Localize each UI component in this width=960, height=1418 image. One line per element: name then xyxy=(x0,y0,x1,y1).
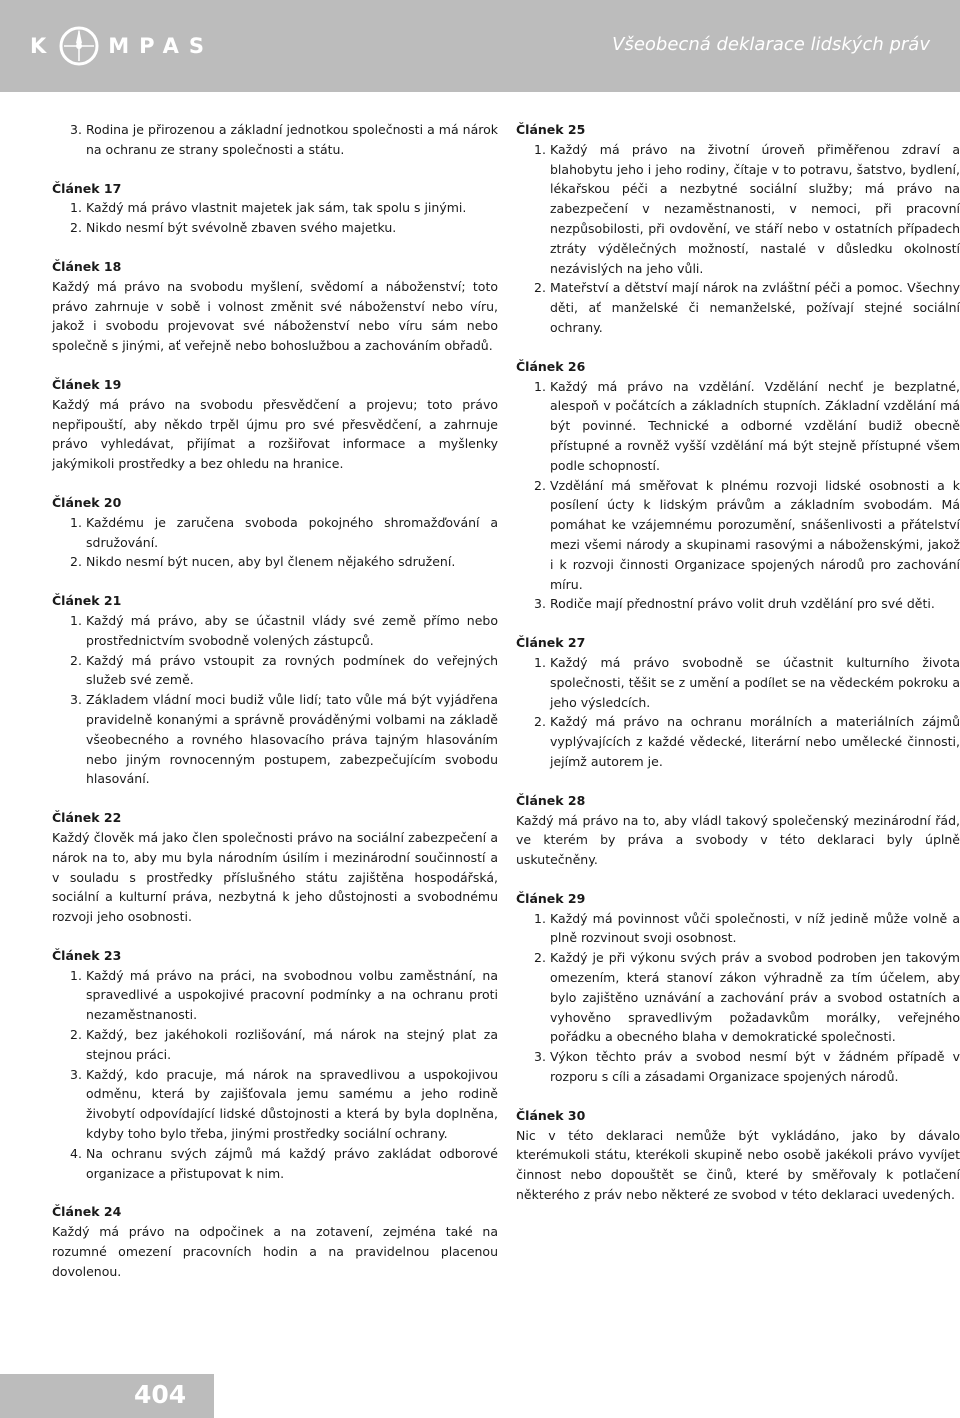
article-section xyxy=(52,375,498,474)
list-item-number: 3. xyxy=(70,692,82,708)
list-item xyxy=(516,1047,960,1087)
list-item-text: Každý má právo na vzdělání. Vzdělání nechť je bezplatné, alespoň v počátcích a základních stupních. Základní vzdělání má být povinné. Technické a odborné vzdělání budiž obecně přístupné a rovněž vyšší vzdělání má být stejně přístupné všem podle schopností. xyxy=(550,378,960,473)
article-heading: Článek 22 xyxy=(52,810,122,826)
right-column xyxy=(516,120,960,1224)
article-section xyxy=(516,120,960,338)
list-item-text: Každý má právo na práci, na svobodnou volbu zaměstnání, na spravedlivé a uspokojivé pracovní podmínky a na ochranu proti nezaměstnanosti. xyxy=(86,967,498,1023)
article-list xyxy=(516,653,960,772)
article-section xyxy=(516,357,960,614)
list-item-number: 2. xyxy=(70,1027,82,1043)
list-item-number: 1. xyxy=(70,200,82,216)
list-item-number: 1. xyxy=(534,654,546,670)
article-list xyxy=(52,966,498,1184)
logo-letter-k: K xyxy=(30,34,57,58)
list-item-number: 1. xyxy=(534,141,546,157)
list-item-text: Každý má právo, aby se účastnil vlády své země přímo nebo prostřednictvím svobodně volených zástupců. xyxy=(86,612,498,648)
list-item xyxy=(52,1144,498,1184)
article-heading: Článek 19 xyxy=(52,376,122,392)
list-item xyxy=(52,1065,498,1144)
list-item xyxy=(516,712,960,771)
article-section xyxy=(516,1106,960,1205)
article-section xyxy=(516,791,960,870)
list-item xyxy=(516,653,960,712)
list-item xyxy=(52,552,498,572)
logo-letters-mpas: MPAS xyxy=(108,34,215,58)
list-item-number: 2. xyxy=(534,950,546,966)
list-item xyxy=(52,218,498,238)
list-item xyxy=(516,278,960,337)
list-item-number: 2. xyxy=(70,220,82,236)
page-header xyxy=(0,0,960,92)
kompas-logo xyxy=(30,26,214,66)
article-paragraph: Každý má právo na to, aby vládl takový společenský mezinárodní řád, ve kterém by práva a svobody v této deklaraci byly úplně uskutečněny. xyxy=(516,812,960,868)
article-section xyxy=(52,120,498,160)
article-paragraph: Každý má právo na svobodu myšlení, svědomí a náboženství; toto právo zahrnuje v sobě i volnost změnit své náboženství nebo víru, jakož i svobodu projevovat své náboženství nebo víru sám nebo společně s jinými, ať veřejně nebo bohoslužbou a zachováním obřadů. xyxy=(52,278,498,354)
list-item-text: Každý má povinnost vůči společnosti, v níž jedině může volně a plně rozvinout svoji osobnost. xyxy=(550,910,960,946)
list-item-text: Každý má právo na životní úroveň přiměřenou zdraví a blahobytu jeho i jeho rodiny, čítaje v to potravu, šatstvo, bydlení, lékařskou péči a nezbytné sociální služby; má právo na zabezpečení v nezaměstnanosti, v nemoci, při pracovní nezpůsobilosti, při ovdovění, ve stáří nebo v ostatních případech ztráty výdělečných možností, nastalé v důsledku okolností nezávislých na jeho vůli. xyxy=(550,141,960,276)
article-heading: Článek 28 xyxy=(516,792,586,808)
article-section xyxy=(52,1202,498,1281)
article-section xyxy=(52,493,498,572)
article-list xyxy=(52,198,498,238)
article-section xyxy=(516,889,960,1087)
list-item-text: Rodiče mají přednostní právo volit druh vzdělání pro své děti. xyxy=(550,596,935,612)
article-section xyxy=(52,946,498,1184)
page-number: 404 xyxy=(134,1380,187,1409)
list-item-number: 3. xyxy=(534,1049,546,1065)
list-item-text: Nikdo nesmí být svévolně zbaven svého majetku. xyxy=(86,220,397,236)
document-title: Všeobecná deklarace lidských práv xyxy=(612,34,930,55)
list-item xyxy=(52,198,498,218)
list-item-number: 3. xyxy=(534,596,546,612)
page-number-box xyxy=(0,1374,214,1418)
list-item-text: Nikdo nesmí být nucen, aby byl členem nějakého sdružení. xyxy=(86,554,456,570)
list-item-text: Každý je při výkonu svých práv a svobod podroben jen takovým omezením, která stanoví zákon výhradně za tím účelem, aby bylo zajištěno uznávání a zachování práv a svobod ostatních a vyhověno spravedlivým požadavkům morálky, veřejného pořádku a obecného blaha v demokratické společnosti. xyxy=(550,950,960,1045)
list-item-text: Každý, kdo pracuje, má nárok na spravedlivou a uspokojivou odměnu, která by zajišťovala jemu samému a jeho rodině živobytí odpovídající lidské důstojnosti a která by byla doplněna, kdyby toho bylo třeba, jinými prostředky sociální ochrany. xyxy=(86,1066,498,1142)
list-item-number: 1. xyxy=(534,378,546,394)
list-item-text: Mateřství a dětství mají nárok na zvláštní péči a pomoc. Všechny děti, ať manželské či nemanželské, požívají stejné sociální ochrany. xyxy=(550,280,960,335)
article-heading: Článek 20 xyxy=(52,494,122,510)
list-item-text: Každý má právo vlastnit majetek jak sám, tak spolu s jinými. xyxy=(86,200,467,216)
list-item-number: 2. xyxy=(534,280,546,296)
list-item xyxy=(52,690,498,789)
compass-icon xyxy=(58,25,100,67)
list-item-number: 1. xyxy=(534,910,546,926)
article-paragraph: Každý má právo na odpočinek a na zotavení, zejména také na rozumné omezení pracovních hodin a na pravidelnou placenou dovolenou. xyxy=(52,1224,498,1279)
list-item xyxy=(516,476,960,595)
article-heading: Článek 17 xyxy=(52,180,122,196)
list-item-text: Každý má právo vstoupit za rovných podmínek do veřejných služeb své země. xyxy=(86,652,498,688)
list-item-number: 3. xyxy=(70,122,82,137)
article-list xyxy=(516,909,960,1087)
article-list xyxy=(516,377,960,615)
list-item xyxy=(516,594,960,614)
list-item xyxy=(52,513,498,553)
list-item xyxy=(52,120,498,160)
list-item xyxy=(516,377,960,476)
article-list xyxy=(516,140,960,338)
article-list xyxy=(52,120,498,160)
article-heading: Článek 23 xyxy=(52,947,122,963)
list-item-number: 2. xyxy=(534,714,546,730)
article-section xyxy=(52,808,498,927)
article-heading: Článek 27 xyxy=(516,635,586,651)
list-item-text: Vzdělání má směřovat k plnému rozvoji lidské osobnosti a k posílení úcty k lidským právům a základním svobodám. Má pomáhat ke vzájemnému porozumění, snášenlivosti a přátelství mezi všemi národy a skupinami rasovými a náboženskými, jakož i k rozvoji činnosti Organizace spojených národů pro zachování míru. xyxy=(550,477,960,592)
list-item xyxy=(516,909,960,949)
article-section xyxy=(52,257,498,356)
list-item-number: 4. xyxy=(70,1145,82,1161)
article-list xyxy=(52,513,498,572)
list-item-text: Každý má právo svobodně se účastnit kulturního života společnosti, těšit se z umění a podílet se na vědeckém pokroku a jeho výsledcích. xyxy=(550,654,960,710)
list-item-text: Každý má právo na ochranu morálních a materiálních zájmů vyplývajících z každé vědecké, literární nebo umělecké činnosti, jejímž autorem je. xyxy=(550,714,960,769)
article-section xyxy=(52,179,498,238)
article-heading: Článek 30 xyxy=(516,1107,586,1123)
list-item-number: 2. xyxy=(70,652,82,668)
article-heading: Článek 29 xyxy=(516,890,586,906)
list-item-number: 2. xyxy=(70,554,82,570)
article-heading: Článek 26 xyxy=(516,358,586,374)
list-item xyxy=(52,651,498,691)
list-item-number: 2. xyxy=(534,477,546,493)
list-item-number: 1. xyxy=(70,967,82,983)
list-item-number: 1. xyxy=(70,514,82,530)
list-item xyxy=(52,1025,498,1065)
list-item xyxy=(52,611,498,651)
list-item-text: Výkon těchto práv a svobod nesmí být v žádném případě v rozporu s cíli a zásadami Organizace spojených národů. xyxy=(550,1049,960,1085)
article-section xyxy=(52,591,498,789)
left-column xyxy=(52,120,498,1301)
list-item-text: Každému je zaručena svoboda pokojného shromažďování a sdružování. xyxy=(86,514,498,550)
list-item-text: Na ochranu svých zájmů má každý právo zakládat odborové organizace a přistupovat k nim. xyxy=(86,1145,498,1181)
list-item-number: 3. xyxy=(70,1066,82,1082)
list-item-text: Rodina je přirozenou a základní jednotkou společnosti a má nárok na ochranu ze strany společnosti a státu. xyxy=(86,122,498,157)
article-section xyxy=(516,633,960,772)
list-item-number: 1. xyxy=(70,612,82,628)
list-item xyxy=(516,140,960,279)
article-heading: Článek 24 xyxy=(52,1204,122,1220)
list-item xyxy=(52,966,498,1025)
article-paragraph: Nic v této deklaraci nemůže být vykládáno, jako by dávalo kterémukoli státu, kterékoli skupině nebo osobě jakékoli právo vyvíjet činnost nebo dopouštět se činů, které by směřovaly k potlačení některého z práv nebo některé ze svobod v této deklaraci uvedených. xyxy=(516,1127,960,1203)
list-item xyxy=(516,948,960,1047)
article-heading: Článek 21 xyxy=(52,593,122,609)
article-paragraph: Každý člověk má jako člen společnosti právo na sociální zabezpečení a nárok na to, aby mu byla národním úsilím i mezinárodní součinností a v souladu s prostředky příslušného státu zajištěna hospodářská, sociální a kulturní práva, nezbytná k jeho důstojnosti a svobodnému rozvoji jeho osobnosti. xyxy=(52,829,498,925)
article-heading: Článek 25 xyxy=(516,122,586,137)
list-item-text: Každý, bez jakéhokoli rozlišování, má nárok na stejný plat za stejnou práci. xyxy=(86,1027,498,1062)
list-item-text: Základem vládní moci budiž vůle lidí; tato vůle má být vyjádřena pravidelně konanými a správně prováděnými volbami na základě všeobecného a rovného hlasovacího práva tajným hlasováním nebo jiným rovnocenným postupem, zabezpečujícím svobodu hlasování. xyxy=(86,692,498,787)
article-paragraph: Každý má právo na svobodu přesvědčení a projevu; toto právo nepřipouští, aby někdo trpěl újmu pro své přesvědčení, a zahrnuje právo vyhledávat, přijímat a rozšiřovat informace a myšlenky jakýmikoli prostředky a bez ohledu na hranice. xyxy=(52,396,498,472)
article-list xyxy=(52,611,498,789)
article-heading: Článek 18 xyxy=(52,258,122,274)
